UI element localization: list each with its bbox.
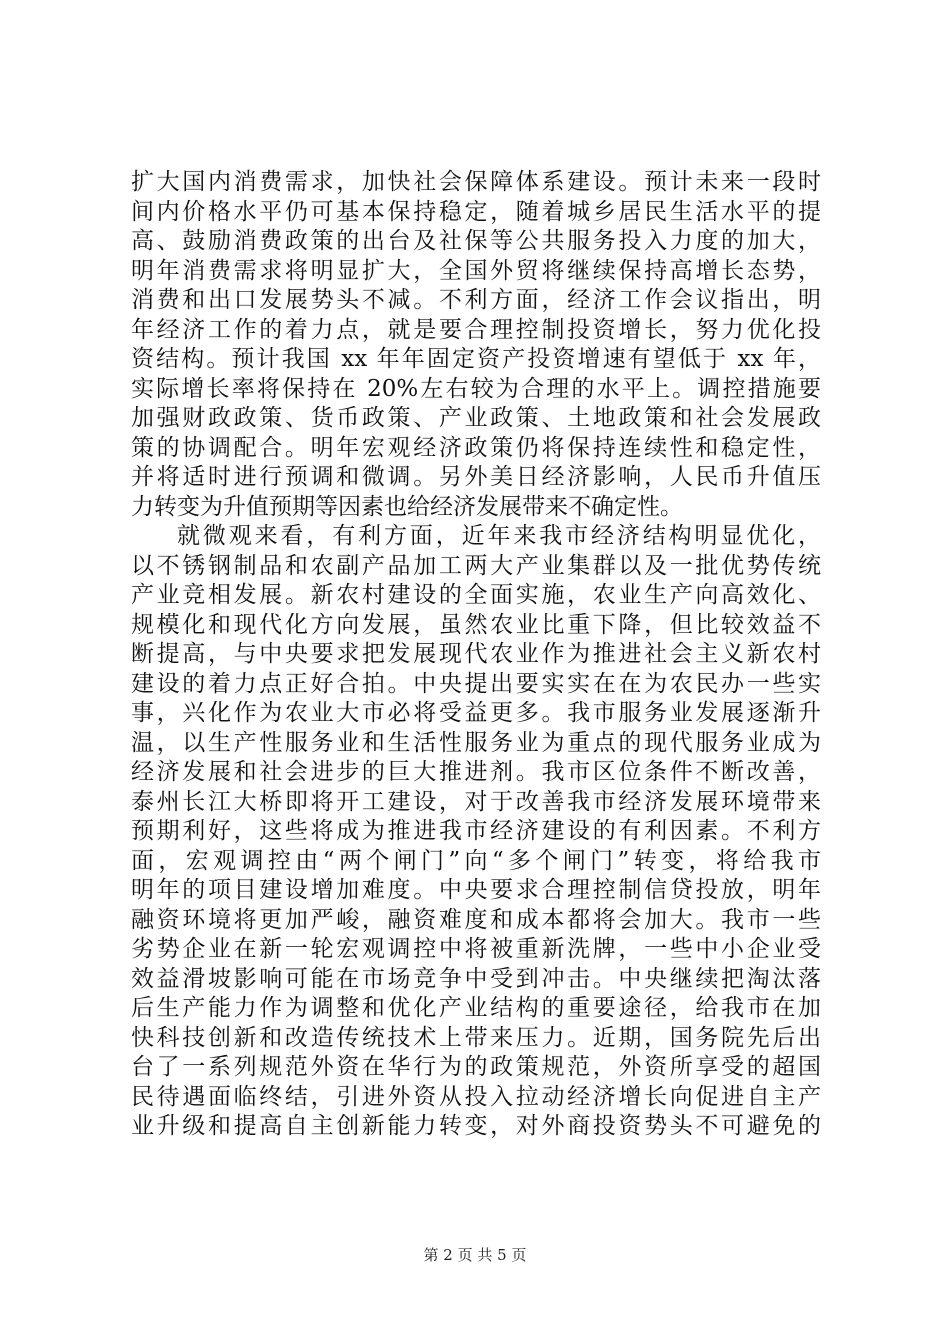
text-line: 策的协调配合。明年宏观经济政策仍将保持连续性和稳定性， xyxy=(131,434,821,461)
text-line: 经济发展和社会进步的巨大推进剂。我市区位条件不断改善， xyxy=(131,759,821,785)
text-line: 台了一系列规范外资在华行为的政策规范，外资所享受的超国 xyxy=(131,1054,821,1080)
text-line: 年经济工作的着力点，就是要合理控制投资增长，努力优化投 xyxy=(131,316,821,343)
text-line: 业升级和提高自主创新能力转变，对外商投资势头不可避免的 xyxy=(131,1113,821,1139)
text-line: 以不锈钢制品和农副产品加工两大产业集群以及一批优势传统 xyxy=(131,552,821,579)
text-line: 后生产能力作为调整和优化产业结构的重要途径，给我市在加 xyxy=(131,995,821,1021)
text-line: 快科技创新和改造传统技术上带来压力。近期，国务院先后出 xyxy=(131,1024,821,1051)
document-body xyxy=(131,168,821,1142)
text-line: 劣势企业在新一轮宏观调控中将被重新洗牌，一些中小企业受 xyxy=(131,936,821,962)
paragraph xyxy=(131,522,821,1142)
text-line: 加强财政政策、货币政策、产业政策、土地政策和社会发展政 xyxy=(131,405,821,431)
text-line: 明年消费需求将明显扩大，全国外贸将继续保持高增长态势， xyxy=(131,257,821,284)
text-line: 并将适时进行预调和微调。另外美日经济影响，人民币升值压 xyxy=(131,464,821,490)
text-line: 事，兴化作为农业大市必将受益更多。我市服务业发展逐渐升 xyxy=(131,700,821,726)
text-line: 扩大国内消费需求，加快社会保障体系建设。预计未来一段时 xyxy=(131,169,821,195)
text-line: 明年的项目建设增加难度。中央要求合理控制信贷投放，明年 xyxy=(131,877,821,903)
text-line: 规模化和现代化方向发展，虽然农业比重下降，但比较效益不 xyxy=(131,611,821,638)
text-line: 融资环境将更加严峻，融资难度和成本都将会加大。我市一些 xyxy=(131,906,821,933)
text-line: 消费和出口发展势头不减。不利方面，经济工作会议指出，明 xyxy=(131,287,821,313)
paragraph xyxy=(131,168,821,522)
text-line: 泰州长江大桥即将开工建设，对于改善我市经济发展环境带来 xyxy=(131,788,821,815)
text-line: 就微观来看，有利方面，近年来我市经济结构明显优化， xyxy=(177,523,821,549)
text-line: 效益滑坡影响可能在市场竞争中受到冲击。中央继续把淘汰落 xyxy=(131,965,821,992)
text-line: 产业竞相发展。新农村建设的全面实施，农业生产向高效化、 xyxy=(131,582,821,608)
text-line: 资结构。预计我国 xx 年年固定资产投资增速有望低于 xx 年， xyxy=(131,346,821,372)
text-line: 实际增长率将保持在 20%左右较为合理的水平上。调控措施要 xyxy=(131,375,821,402)
text-line: 温，以生产性服务业和生活性服务业为重点的现代服务业成为 xyxy=(131,729,821,756)
text-line: 力转变为升值预期等因素也给经济发展带来不确定性。 xyxy=(131,493,683,520)
page-footer: 第 2 页 共 5 页 xyxy=(423,1246,527,1264)
text-line: 面，宏观调控由“两个闸门”向“多个闸门”转变，将给我市 xyxy=(131,847,821,874)
text-line: 民待遇面临终结，引进外资从投入拉动经济增长向促进自主产 xyxy=(131,1083,821,1110)
text-line: 预期利好，这些将成为推进我市经济建设的有利因素。不利方 xyxy=(131,818,821,844)
text-line: 高、鼓励消费政策的出台及社保等公共服务投入力度的加大， xyxy=(131,228,821,254)
text-line: 断提高，与中央要求把发展现代农业作为推进社会主义新农村 xyxy=(131,641,821,667)
text-line: 间内价格水平仍可基本保持稳定，随着城乡居民生活水平的提 xyxy=(131,198,821,225)
text-line: 建设的着力点正好合拍。中央提出要实实在在为农民办一些实 xyxy=(131,670,821,697)
